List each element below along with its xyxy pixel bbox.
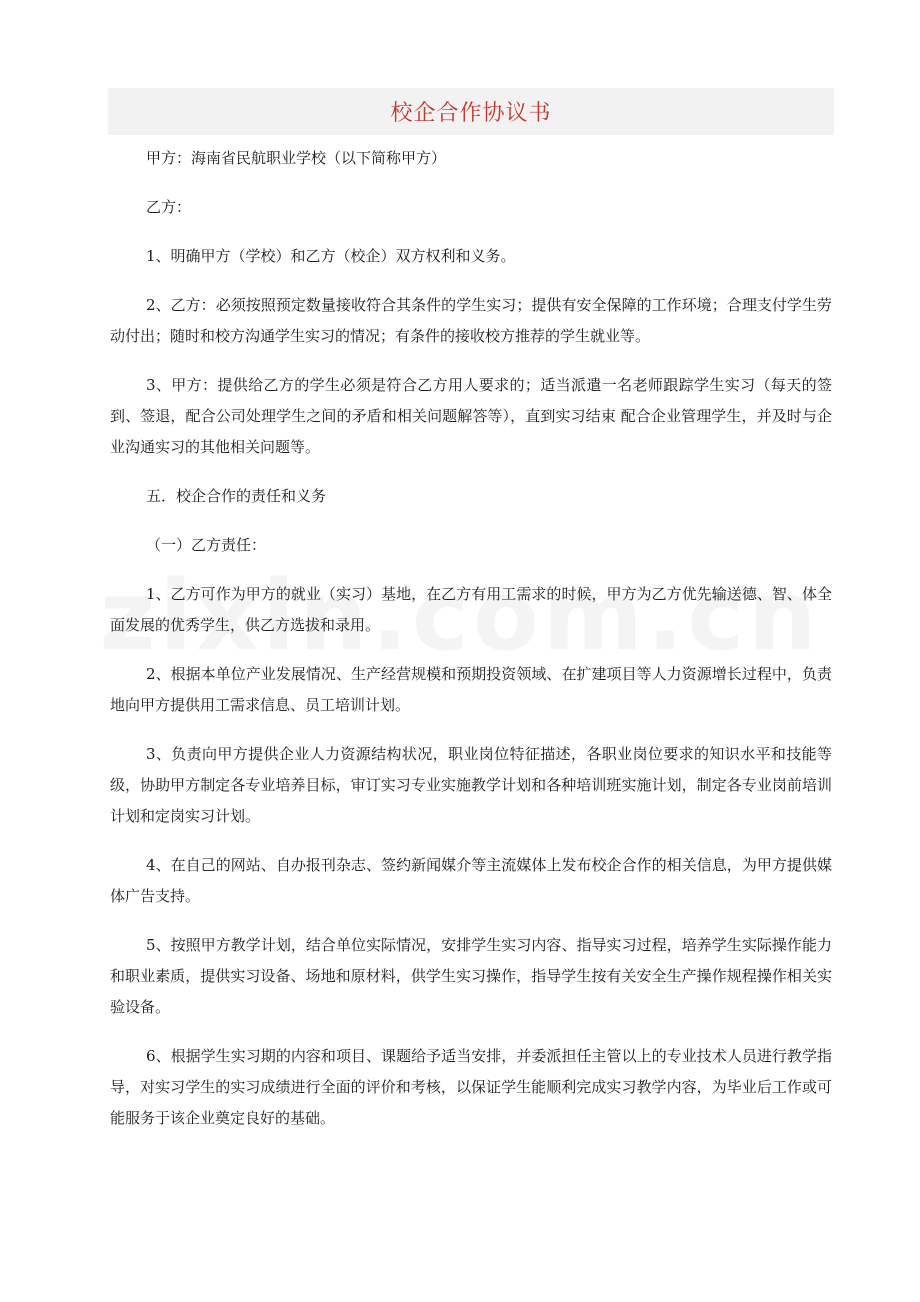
paragraph-item-2: 2、乙方：必须按照预定数量接收符合其条件的学生实习；提供有安全保障的工作环境；合理支付学生劳动付出；随时和校方沟通学生实习的情况；有条件的接收校方推荐的学生就业等。	[110, 296, 832, 345]
paragraph-item-3: 3、甲方：提供给乙方的学生必须是符合乙方用人要求的；适当派遣一名老师跟踪学生实习（每天的签到、签退，配合公司处理学生之间的矛盾和相关问题解答等），直到实习结束 配合企业管理学生，并及时与企业沟通实习的其他相关问题等。	[110, 376, 832, 456]
title-banner	[108, 88, 834, 135]
document-title: 校企合作协议书	[390, 101, 552, 126]
paragraph-party-a: 甲方：海南省民航职业学校（以下简称甲方）	[146, 149, 447, 167]
duty-item-3: 3、负责向甲方提供企业人力资源结构状况，职业岗位特征描述，各职业岗位要求的知识水平和技能等级，协助甲方制定各专业培养目标，审订实习专业实施教学计划和各种培训班实施计划，制定各专业岗前培训计划和定岗实习计划。	[110, 745, 832, 825]
document-body	[110, 143, 832, 1152]
duty-item-2: 2、根据本单位产业发展情况、生产经营规模和预期投资领域、在扩建项目等人力资源增长过程中，负责地向甲方提供用工需求信息、员工培训计划。	[110, 665, 832, 714]
duty-item-1: 1、乙方可作为甲方的就业（实习）基地，在乙方有用工需求的时候，甲方为乙方优先输送德、智、体全面发展的优秀学生，供乙方选拔和录用。	[110, 585, 832, 634]
paragraph-item-1: 1、明确甲方（学校）和乙方（校企）双方权利和义务。	[146, 247, 516, 265]
duty-item-6: 6、根据学生实习期的内容和项目、课题给予适当安排，并委派担任主管以上的专业技术人员进行教学指导，对实习学生的实习成绩进行全面的评价和考核，以保证学生能顺利完成实习教学内容，为毕业后工作或可能服务于该企业奠定良好的基础。	[110, 1047, 832, 1127]
duty-item-4: 4、在自己的网站、自办报刊杂志、签约新闻媒介等主流媒体上发布校企合作的相关信息，为甲方提供媒体广告支持。	[110, 856, 832, 905]
duty-item-5: 5、按照甲方教学计划，结合单位实际情况，安排学生实习内容、指导实习过程，培养学生实际操作能力和职业素质，提供实习设备、场地和原材料，供学生实习操作，指导学生按有关安全生产操作规程操作相关实验设备。	[110, 936, 832, 1016]
section-heading-5: 五．校企合作的责任和义务	[146, 487, 327, 505]
paragraph-party-b: 乙方：	[146, 198, 192, 216]
subsection-heading-1: （一）乙方责任：	[146, 536, 267, 554]
